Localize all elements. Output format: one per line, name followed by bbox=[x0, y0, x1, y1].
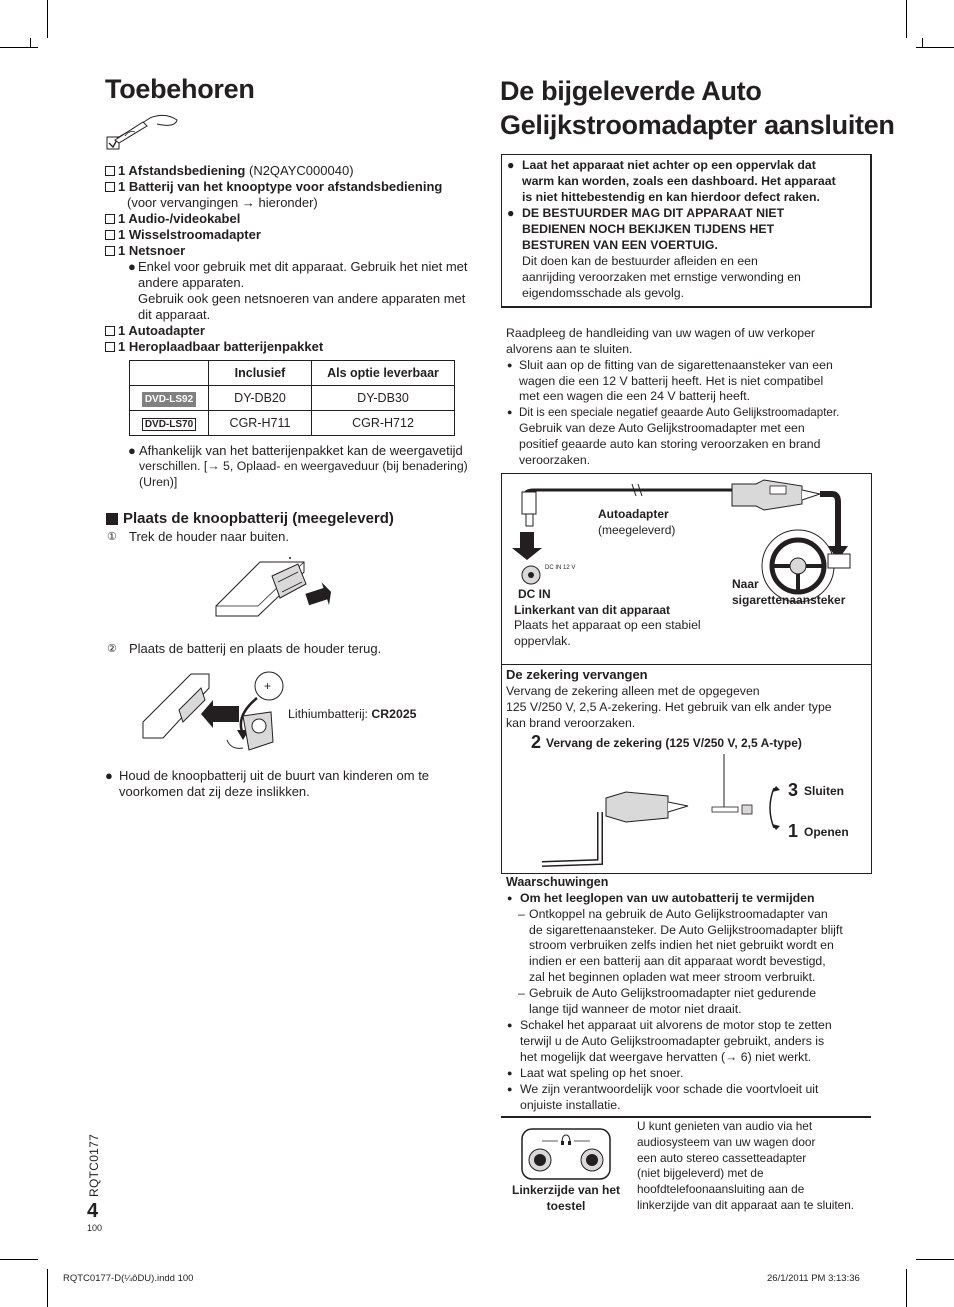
naar-label: Naar bbox=[732, 577, 759, 591]
warning-line: Laat het apparaat niet achter op een oppervlak dat bbox=[522, 158, 816, 172]
footer-file: RQTC0177-D(¼ôDU).indd 100 bbox=[63, 1273, 194, 1284]
warning-line: is niet hittebestendig en kan hierdoor defect raken. bbox=[522, 190, 820, 204]
jack-caption-line: Linkerzijde van het bbox=[511, 1183, 621, 1197]
checklist-pen-icon bbox=[105, 110, 185, 152]
crop-mark bbox=[47, 1269, 48, 1307]
warning-line: aanrijding veroorzaken met ernstige verwonding en bbox=[522, 270, 801, 284]
checkbox-icon bbox=[105, 342, 115, 352]
accessory-item bbox=[105, 211, 240, 227]
warnings-text: lange tijd wanneer de motor niet draait. bbox=[529, 1002, 742, 1016]
crop-mark bbox=[30, 38, 31, 48]
section-title bbox=[500, 74, 895, 142]
audio-text-line: een auto stereo cassetteadapter bbox=[637, 1150, 807, 1165]
warnings-text: We zijn verantwoordelijk voor schade die voortvloeit uit bbox=[520, 1082, 819, 1096]
fuse-text: 125 V/250 V, 2,5 A-zekering. Het gebruik van elk ander type bbox=[506, 700, 832, 714]
table-cell: DY-DB20 bbox=[209, 386, 312, 411]
crop-mark bbox=[906, 0, 907, 38]
item-label: 1 Netsnoer bbox=[118, 243, 186, 258]
netsnoer-note: andere apparaten. bbox=[138, 275, 245, 290]
fuse-step-number: 1 bbox=[788, 821, 799, 841]
intro-line: Dit is een speciale negatief geaarde Auto Gelijkstroomadapter. bbox=[519, 406, 840, 419]
fuse-step-number: 3 bbox=[788, 780, 799, 800]
fuse-step-text: Vervang de zekering (125 V/250 V, 2,5 A-type) bbox=[546, 736, 802, 750]
warning-line: DE BESTUURDER MAG DIT APPARAAT NIET bbox=[522, 206, 785, 220]
table-note: verschillen. [→ 5, Oplaad- en weergaveduur (bij benadering) bbox=[139, 459, 468, 473]
table-header: Inclusief bbox=[209, 361, 312, 386]
accessory-item bbox=[105, 227, 261, 243]
checkbox-icon bbox=[105, 166, 115, 176]
warnings-text: Laat wat speling op het snoer. bbox=[520, 1066, 684, 1080]
intro-line: alvorens aan te sluiten. bbox=[506, 342, 633, 356]
battery-table bbox=[129, 360, 455, 436]
dcin-label: DC IN bbox=[518, 587, 551, 601]
linkerkant-label: Linkerkant van dit apparaat bbox=[514, 603, 671, 617]
fuse-step-text: Openen bbox=[804, 825, 849, 839]
warnings-text: Ontkoppel na gebruik de Auto Gelijkstroomadapter van bbox=[529, 907, 828, 921]
battery-sub: (voor vervangingen → hieronder) bbox=[127, 195, 318, 210]
autoadapter-sub: (meegeleverd) bbox=[598, 523, 676, 537]
table-corner bbox=[130, 361, 209, 386]
page-number: 4 bbox=[87, 1200, 99, 1222]
fuse-text: kan brand veroorzaken. bbox=[506, 716, 636, 730]
step-text: Trek de houder naar buiten. bbox=[129, 529, 289, 544]
section-title-line: Gelijkstroomadapter aansluiten bbox=[500, 110, 895, 140]
intro-line: Gebruik van deze Auto Gelijkstroomadapter met een bbox=[519, 421, 805, 435]
item-label: 1 Audio-/videokabel bbox=[118, 211, 241, 226]
table-cell: DY-DB30 bbox=[312, 386, 455, 411]
side-code: RQTC0177 bbox=[87, 1133, 101, 1197]
warnings-text: terwijl u de Auto Gelijkstroomadapter gebruikt, anders is bbox=[520, 1034, 825, 1048]
bullet-icon: ● bbox=[507, 158, 515, 172]
table-header-row bbox=[130, 361, 455, 386]
model-badge: DVD-LS92 bbox=[142, 392, 196, 407]
dash-icon: – bbox=[518, 986, 525, 1000]
audio-text-line: linkerzijde van dit apparaat aan te sluiten. bbox=[637, 1197, 855, 1212]
table-cell bbox=[130, 411, 209, 436]
warning-line: Dit doen kan de bestuurder afleiden en een bbox=[522, 254, 758, 268]
warning-line: eigendomsschade als gevolg. bbox=[522, 286, 685, 300]
coin-warning: Houd de knoopbatterij uit de buurt van kinderen om te bbox=[119, 768, 430, 783]
warnings-text: het mogelijk dat weergave hervatten (→ 6) niet werkt. bbox=[520, 1050, 812, 1064]
table-cell: CGR-H711 bbox=[209, 411, 312, 436]
crop-mark bbox=[922, 38, 923, 48]
dcin-small: DC IN 12 V bbox=[545, 565, 576, 571]
accessory-item bbox=[105, 163, 354, 179]
accessory-item bbox=[105, 179, 442, 195]
table-row bbox=[130, 386, 455, 411]
svg-text:+: + bbox=[264, 679, 272, 693]
footer-date: 26/1/2011 PM 3:13:36 bbox=[767, 1273, 860, 1284]
crop-mark bbox=[906, 1269, 907, 1307]
checkbox-icon bbox=[105, 182, 115, 192]
table-cell bbox=[130, 386, 209, 411]
item-label: 1 Heroplaadbaar batterijenpakket bbox=[118, 339, 324, 354]
table-row bbox=[130, 411, 455, 436]
fuse-heading: De zekering vervangen bbox=[506, 667, 648, 682]
plaats-text: oppervlak. bbox=[514, 634, 571, 648]
page-title: Toebehoren bbox=[105, 74, 255, 104]
table-note: Afhankelijk van het batterijenpakket kan de weergavetijd bbox=[139, 443, 463, 458]
intro-line: Sluit aan op de fitting van de sigarettenaansteker van een bbox=[519, 358, 833, 372]
checkbox-icon bbox=[105, 326, 115, 336]
fuse-step-text: Sluiten bbox=[804, 784, 845, 798]
intro-line: veroorzaken. bbox=[519, 453, 591, 467]
accessory-item bbox=[105, 323, 205, 339]
bullet-icon: ● bbox=[507, 360, 513, 370]
checkbox-icon bbox=[105, 214, 115, 224]
model-badge: DVD-LS70 bbox=[142, 418, 196, 431]
fuse-text: Vervang de zekering alleen met de opgegeven bbox=[506, 684, 760, 698]
fuse-step-number: 2 bbox=[531, 732, 542, 752]
warnings-text: indien er een batterij aan dit apparaat wordt bevestigd, bbox=[529, 954, 826, 968]
audio-text bbox=[637, 1119, 854, 1214]
audio-text-line: audiosysteem van uw wagen door bbox=[637, 1134, 816, 1149]
item-label: 1 Wisselstroomadapter bbox=[118, 227, 261, 242]
headphone-jack-illustration bbox=[520, 1127, 612, 1181]
warnings-text: stroom verbruiken zelfs indien het niet gebruikt wordt en bbox=[529, 938, 834, 952]
accessory-item bbox=[105, 243, 185, 259]
page-sub: 100 bbox=[87, 1223, 103, 1233]
fuse-divider bbox=[501, 664, 871, 665]
bullet-icon: ● bbox=[507, 1068, 513, 1078]
intro-line: positief geaarde auto kan storing veroorzaken en brand bbox=[519, 437, 821, 451]
bullet-icon: ● bbox=[128, 259, 136, 274]
accessory-item bbox=[105, 339, 323, 355]
coin-heading: Plaats de knoopbatterij (meegeleverd) bbox=[123, 510, 394, 527]
bullet-icon: ● bbox=[507, 206, 515, 220]
netsnoer-note: Enkel voor gebruik met dit apparaat. Gebruik het niet met bbox=[138, 259, 468, 274]
netsnoer-note: Gebruik ook geen netsnoeren van andere apparaten met bbox=[138, 291, 466, 306]
bottom-divider bbox=[501, 1116, 871, 1118]
coin-warning: voorkomen dat zij deze inslikken. bbox=[119, 784, 310, 799]
checkbox-icon bbox=[105, 230, 115, 240]
lithium-value: CR2025 bbox=[371, 707, 417, 721]
warnings-item: Om het leeglopen van uw autobatterij te vermijden bbox=[520, 891, 815, 905]
plaats-text: Plaats het apparaat op een stabiel bbox=[514, 618, 701, 632]
bullet-icon: ● bbox=[105, 768, 113, 783]
sigaret-label: sigarettenaansteker bbox=[732, 593, 846, 607]
item-label: 1 Batterij van het knooptype voor afstandsbediening bbox=[118, 179, 443, 194]
autoadapter-label: Autoadapter bbox=[598, 507, 669, 521]
bullet-icon: ● bbox=[128, 443, 136, 458]
side-code-wrap bbox=[86, 1128, 102, 1198]
section-title-line: De bijgeleverde Auto bbox=[500, 76, 762, 106]
crop-mark bbox=[0, 47, 38, 48]
checkbox-icon bbox=[105, 246, 115, 256]
warnings-text: Schakel het apparaat uit alvorens de motor stop te zetten bbox=[520, 1018, 832, 1032]
warning-line: BESTUREN VAN EEN VOERTUIG. bbox=[522, 238, 718, 252]
table-note: (Uren)] bbox=[139, 475, 178, 489]
warning-line: warm kan worden, zoals een dashboard. Het apparaat bbox=[522, 174, 836, 188]
warnings-text: onjuiste installatie. bbox=[520, 1098, 621, 1112]
step-number: ② bbox=[107, 643, 117, 655]
bullet-icon: ● bbox=[507, 893, 513, 903]
table-header: Als optie leverbaar bbox=[312, 361, 455, 386]
intro-line: wagen die een 12 V batterij heeft. Het is niet compatibel bbox=[519, 374, 824, 388]
warnings-title: Waarschuwingen bbox=[506, 875, 609, 889]
intro-line: Raadpleeg de handleiding van uw wagen of uw verkoper bbox=[506, 326, 816, 340]
jack-caption bbox=[501, 1182, 631, 1214]
netsnoer-note: dit apparaat. bbox=[138, 307, 211, 322]
bullet-icon: ● bbox=[507, 1084, 513, 1094]
crop-mark bbox=[0, 1259, 38, 1260]
crop-mark bbox=[47, 0, 48, 38]
warnings-text: zal het beginnen opladen wat meer stroom verbruikt. bbox=[529, 970, 816, 984]
insert-battery-illustration bbox=[139, 666, 299, 756]
audio-text-line: U kunt genieten van audio via het bbox=[637, 1119, 813, 1133]
warnings-text: de sigarettenaansteker. De Auto Gelijkstroomadapter blijft bbox=[529, 923, 843, 937]
lithium-text: Lithiumbatterij: bbox=[288, 707, 372, 721]
step-text: Plaats de batterij en plaats de houder terug. bbox=[129, 641, 382, 656]
jack-caption-line: toestel bbox=[546, 1199, 586, 1213]
section-square-icon bbox=[106, 513, 118, 525]
item-label: 1 Autoadapter bbox=[118, 323, 205, 338]
item-part-number: (N2QAYC000040) bbox=[245, 163, 354, 178]
audio-text-line: (niet bijgeleverd) met de bbox=[637, 1166, 764, 1181]
remote-holder-illustration bbox=[212, 548, 332, 628]
dash-icon: – bbox=[518, 907, 525, 921]
warnings-text: Gebruik de Auto Gelijkstroomadapter niet gedurende bbox=[529, 986, 817, 1000]
table-cell: CGR-H712 bbox=[312, 411, 455, 436]
step-number: ① bbox=[107, 531, 117, 543]
crop-mark bbox=[916, 1259, 954, 1260]
lithium-label bbox=[288, 707, 417, 723]
intro-line: met een wagen die een 24 V batterij heeft. bbox=[519, 389, 751, 403]
audio-text-line: hoofdtelefoonaansluiting aan de bbox=[637, 1182, 805, 1197]
fuse-illustration bbox=[502, 752, 802, 870]
bullet-icon: ● bbox=[507, 1020, 513, 1030]
warning-line: BEDIENEN NOCH BEKIJKEN TIJDENS HET bbox=[522, 222, 775, 236]
item-label: 1 Afstandsbediening bbox=[118, 163, 246, 178]
bullet-icon: ● bbox=[507, 407, 513, 417]
